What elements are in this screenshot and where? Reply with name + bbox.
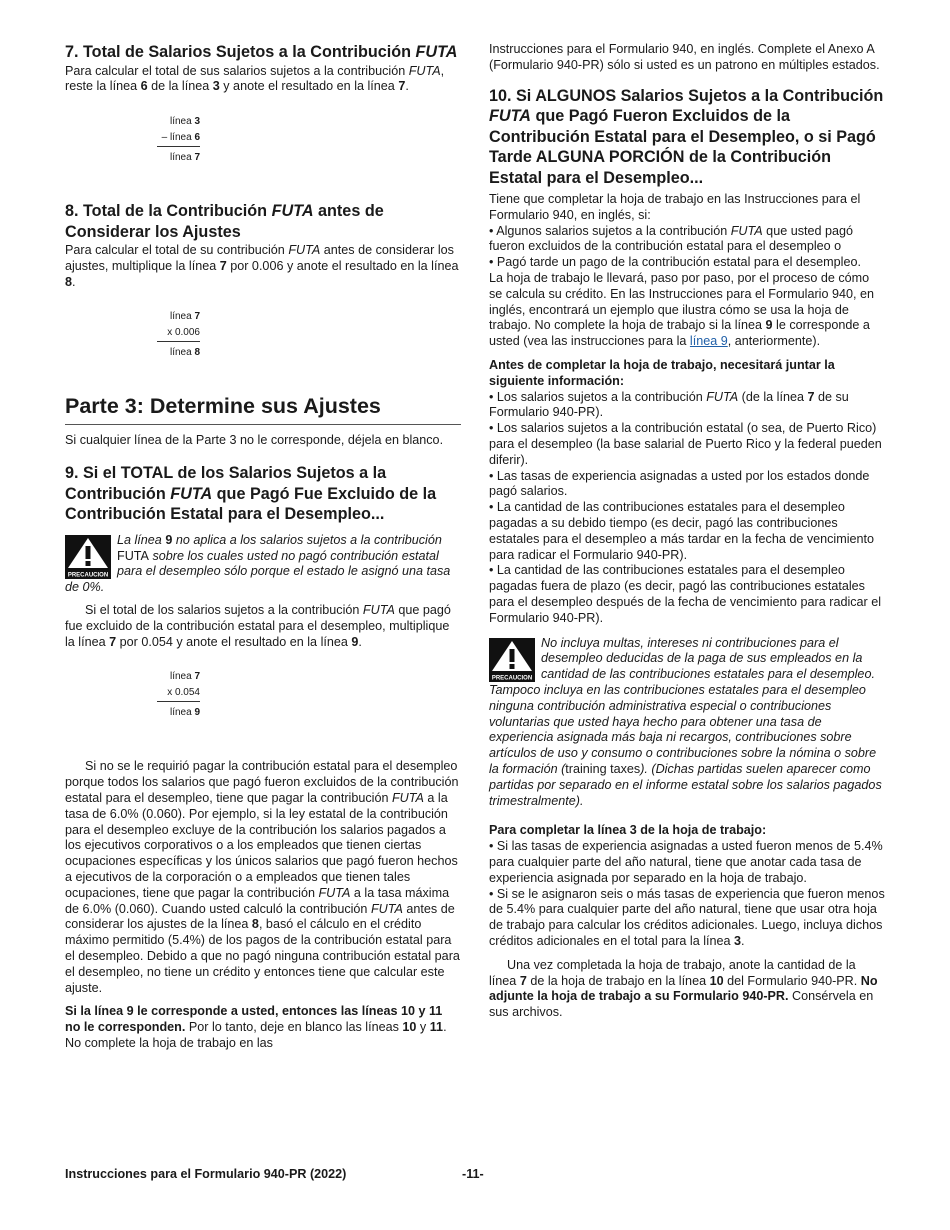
line-9-link[interactable]: línea 9 xyxy=(689,334,728,349)
caution-note-line-9: PRECAUCION La línea 9 no aplica a los salarios sujetos a la contribución FUTA sobre los cuales usted no pagó contribución estatal para el desempleo sólo porque el estado le asignó una tasa de 0%. xyxy=(65,532,451,595)
section-9-title: 9. Si el TOTAL de los Salarios Sujetos a la Contribución FUTA que Pagó Fue Excluido de la Contribución Estatal para el Desempleo... xyxy=(65,464,437,524)
svg-text:PRECAUCION: PRECAUCION xyxy=(491,675,533,682)
line-7-calculation: línea 3 – línea 6 línea 7 xyxy=(157,114,200,166)
final-paragraph: Una vez completada la hoja de trabajo, anote la cantidad de la línea 7 de la hoja de trabajo en la línea 10 del Formulario 940-PR. No adjunte la hoja de trabajo a su Formulario 940-PR. Consérvela en sus archivos. xyxy=(489,957,878,1020)
line-9-calculation: línea 7 x 0.054 línea 9 xyxy=(157,669,200,721)
section-9-paragraph-3: Si la línea 9 le corresponde a usted, entonces las líneas 10 y 11 no le corresponden. Por lo tanto, deje en blanco las líneas 10 y 11. No complete la hoja de trabajo en las xyxy=(65,1004,447,1050)
gather-bullet-1: • Los salarios sujetos a la contribución FUTA (de la línea 7 de su Formulario 940-PR). xyxy=(489,389,849,420)
section-9-paragraph-1: Si el total de los salarios sujetos a la contribución FUTA que pagó fue excluido de la contribución estatal para el desempleo, multiplique la línea 7 por 0.054 y anote el resultado en la línea 9. xyxy=(65,602,451,649)
section-7-text: Para calcular el total de sus salarios sujetos a la contribución FUTA, reste la línea 6 de la línea 3 y anote el resultado en la línea 7. xyxy=(65,63,445,94)
gather-bullet-4: • La cantidad de las contribuciones estatales para el desempleo pagadas a su debido tiempo (es decir, pagó las contribuciones estatales para el desempleo a más tardar en la fecha de vencimiento para radicar el Formulario 940-PR). xyxy=(489,500,875,562)
gather-info-title: Antes de completar la hoja de trabajo, necesitará juntar la siguiente información: xyxy=(489,358,835,388)
caution-icon xyxy=(489,638,535,682)
section-8-text: Para calcular el total de su contribución FUTA antes de considerar los ajustes, multiplique la línea 7 por 0.006 y anote el resultado en la línea 8. xyxy=(65,243,459,289)
section-10-title: 10. Si ALGUNOS Salarios Sujetos a la Contribución FUTA que Pagó Fueron Excluidos de la Contribución Estatal para el Desempleo, o si Pagó Tarde ALGUNA PORCIÓN de la Contribución Estatal para el Desempleo... xyxy=(489,86,884,187)
footer-title: Instrucciones para el Formulario 940-PR (2022) xyxy=(65,1167,347,1181)
section-10-paragraph: La hoja de trabajo le llevará, paso por paso, por el proceso de cómo se calcula su crédito. En las Instrucciones para el Formulario 940, en inglés, encontrará un ejemplo que ilustra cómo se usa la hoja de trabajo. No complete la hoja de trabajo si la línea 9 le corresponde a usted (vea las instrucciones para la línea 9, anteriormente). xyxy=(489,271,875,349)
part-3-heading: Parte 3: Determine sus Ajustes xyxy=(65,393,461,425)
line-3-title: Para completar la línea 3 de la hoja de trabajo: xyxy=(489,823,767,838)
section-10-bullet-2: • Pagó tarde un pago de la contribución estatal para el desempleo. xyxy=(489,255,861,270)
section-7-title: 7. Total de Salarios Sujetos a la Contribución FUTA xyxy=(65,43,458,61)
left-column xyxy=(65,42,461,1052)
caution-icon xyxy=(65,535,111,579)
svg-text:PRECAUCION: PRECAUCION xyxy=(67,572,109,579)
caution-note-penalties: PRECAUCION No incluya multas, intereses ni contribuciones para el desempleo deducidas de la paga de sus empleados en la cantidad de las contribuciones estatales para el desempleo. Tampoco incluya en las contribuciones estatales para el desempleo ninguna contribución administrativa especial o contribuciones voluntarias que usted haya hecho para obtener una tasa de experiencia asignada más baja ni recargos, contribuciones sobre artículos de uso y consumo o contribuciones sobre la nómina o sobre la formación (training taxes). (Dichas partidas suelen aparecer como partidas por separado en el informe estatal sobre los salarios pagados trimestralmente). xyxy=(489,635,882,808)
section-9-paragraph-2: Si no se le requirió pagar la contribución estatal para el desempleo porque todos los salarios que pagó fueron excluidos de la contribución estatal para el desempleo, tiene que pagar la contribución FUTA a la tasa de 6.0% (0.060). Por ejemplo, si la ley estatal de la contribución para el desempleo excluye de la contribución los salarios pagados a los ejecutivos corporativos o a los empleados que tienen ciertas ocupaciones específicas y los únicos salarios que pagó fueron hechos a ejecutivos de la corporación o a empleados que tienen tales ocupaciones, tiene que pagar la contribución FUTA a la tasa máxima de 6.0% (0.060). Cuando usted calculó la contribución FUTA antes de considerar los ajustes de la línea 8, basó el cálculo en el crédito máximo permitido (5.4%) de los pagos de la contribución estatal para el desempleo. Debido a que no pagó ninguna contribución estatal para el desempleo, no tiene un crédito y entonces tiene que calcular este ajuste. xyxy=(65,759,460,995)
gather-bullet-2: • Los salarios sujetos a la contribución estatal (o sea, de Puerto Rico) para el desempleo (la base salarial de Puerto Rico y la federal pueden diferir). xyxy=(489,421,882,467)
continued-text: Instrucciones para el Formulario 940, en inglés. Complete el Anexo A (Formulario 940-PR) sólo si usted es un patrono en múltiples estados. xyxy=(489,42,880,72)
part-3-intro: Si cualquier línea de la Parte 3 no le corresponde, déjela en blanco. xyxy=(65,433,444,448)
section-10-intro: Tiene que completar la hoja de trabajo en las Instrucciones para el Formulario 940, en inglés, si: xyxy=(489,192,861,222)
page-number: -11- xyxy=(462,1167,484,1181)
section-10-bullet-1: • Algunos salarios sujetos a la contribución FUTA que usted pagó fueron excluidos de la contribución estatal para el desempleo o xyxy=(489,223,854,254)
gather-bullet-3: • Las tasas de experiencia asignadas a usted por los estados donde pagó salarios. xyxy=(489,468,870,499)
section-8-title: 8. Total de la Contribución FUTA antes de Considerar los Ajustes xyxy=(65,202,384,241)
right-column xyxy=(489,42,885,1021)
line-3-bullet-1: • Si las tasas de experiencia asignadas a usted fueron menos de 5.4% para cualquier parte del año natural, tiene que anotar cada tasa de experiencia asignada por separado en la hoja de trabajo. xyxy=(489,839,883,885)
line-3-bullet-2: • Si se le asignaron seis o más tasas de experiencia que fueron menos de 5.4% para cualquier parte del año natural, tiene que usar otra hoja de trabajo para calcular los créditos adicionales. Luego, incluya dichos créditos adicionales en el total para la línea 3. xyxy=(489,886,885,948)
gather-bullet-5: • La cantidad de las contribuciones estatales para el desempleo pagadas fuera de plazo (es decir, pagó las contribuciones estatales para el desempleo después de la fecha de vencimiento para radicar el Formulario 940-PR). xyxy=(489,563,882,625)
line-8-calculation: línea 7 x 0.006 línea 8 xyxy=(157,309,200,361)
